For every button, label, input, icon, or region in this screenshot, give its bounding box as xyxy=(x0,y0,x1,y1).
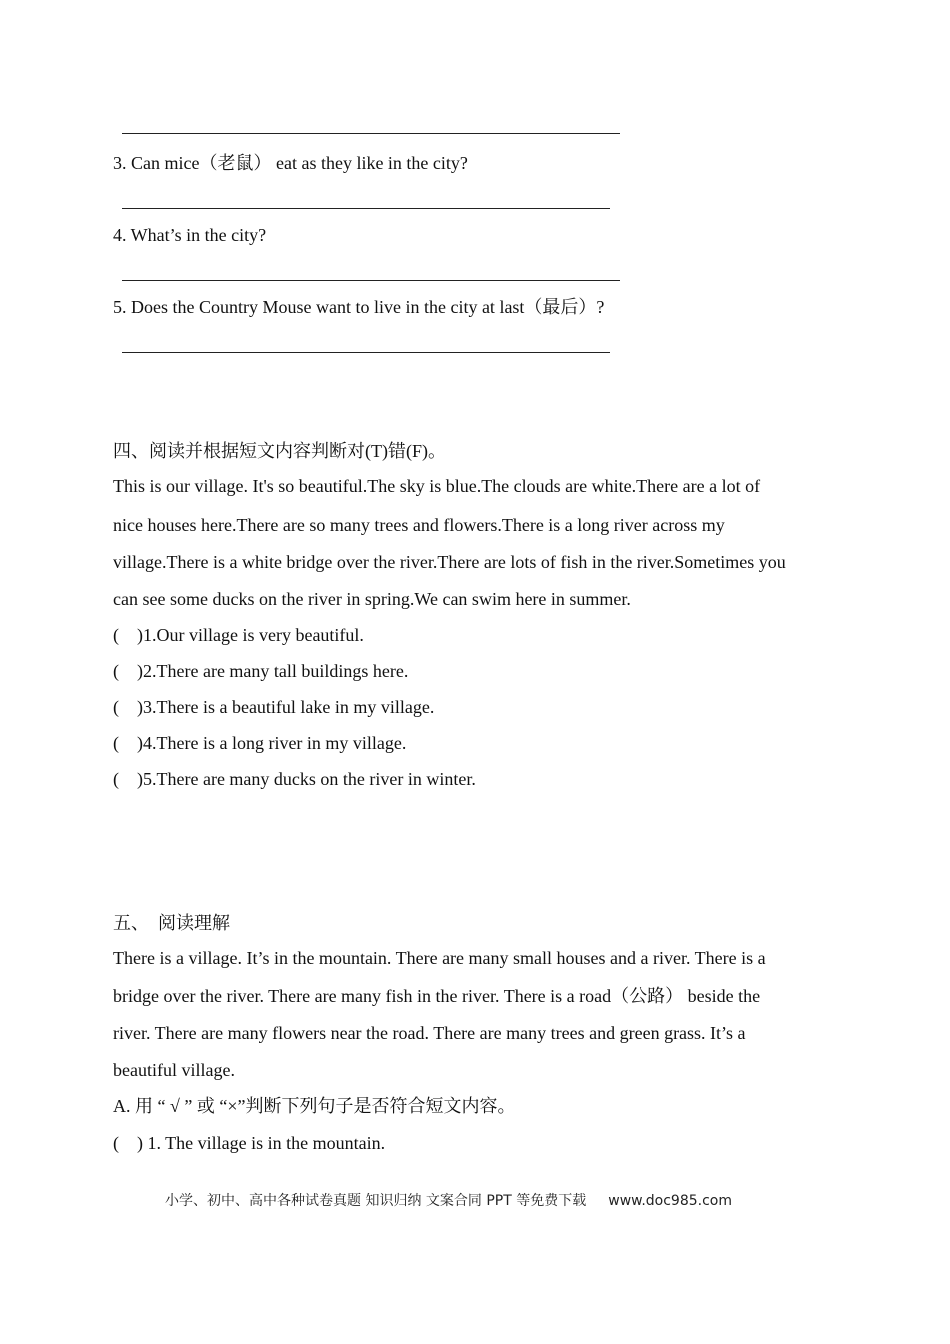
question-5: 5. Does the Country Mouse want to live in the city at last（最后）? xyxy=(113,297,605,317)
section5-passage-line: beautiful village. xyxy=(113,1060,235,1080)
section4-item: ( )2.There are many tall buildings here. xyxy=(113,661,409,681)
section4-item: ( )5.There are many ducks on the river in winter. xyxy=(113,769,476,789)
section4-item: ( )1.Our village is very beautiful. xyxy=(113,625,364,645)
section5-passage-line: There is a village. It’s in the mountain. There are many small houses and a river. There is a xyxy=(113,948,766,968)
section4-passage-line: can see some ducks on the river in spring.We can swim here in summer. xyxy=(113,589,631,609)
question-4: 4. What’s in the city? xyxy=(113,225,267,245)
footer xyxy=(165,1190,732,1210)
footer-text: 小学、初中、高中各种试卷真题 知识归纳 文案合同 PPT 等免费下载 xyxy=(165,1193,587,1209)
section4-item: ( )4.There is a long river in my village. xyxy=(113,733,407,753)
answer-line xyxy=(122,133,620,134)
section4-passage-line: village.There is a white bridge over the river.There are lots of fish in the river.Sometimes you xyxy=(113,552,786,572)
section5-passage-line: bridge over the river. There are many fish in the river. There is a road（公路） beside the xyxy=(113,986,761,1006)
section5-title: 五、 阅读理解 xyxy=(113,913,230,933)
answer-line xyxy=(122,208,610,209)
section5-instruction: A. 用 “ √ ” 或 “×”判断下列句子是否符合短文内容。 xyxy=(113,1096,516,1116)
section4-item: ( )3.There is a beautiful lake in my village. xyxy=(113,697,435,717)
section4-passage-line: nice houses here.There are so many trees and flowers.There is a long river across my xyxy=(113,515,725,535)
answer-line xyxy=(122,280,620,281)
question-3: 3. Can mice（老鼠） eat as they like in the city? xyxy=(113,153,468,173)
section5-item: ( ) 1. The village is in the mountain. xyxy=(113,1133,386,1153)
footer-url[interactable]: www.doc985.com xyxy=(608,1193,732,1209)
section4-passage-line: This is our village. It's so beautiful.The sky is blue.The clouds are white.There are a lot of xyxy=(113,476,761,496)
answer-line xyxy=(122,352,610,353)
section5-passage-line: river. There are many flowers near the road. There are many trees and green grass. It’s a xyxy=(113,1023,746,1043)
section4-title: 四、阅读并根据短文内容判断对(T)错(F)。 xyxy=(113,441,446,461)
